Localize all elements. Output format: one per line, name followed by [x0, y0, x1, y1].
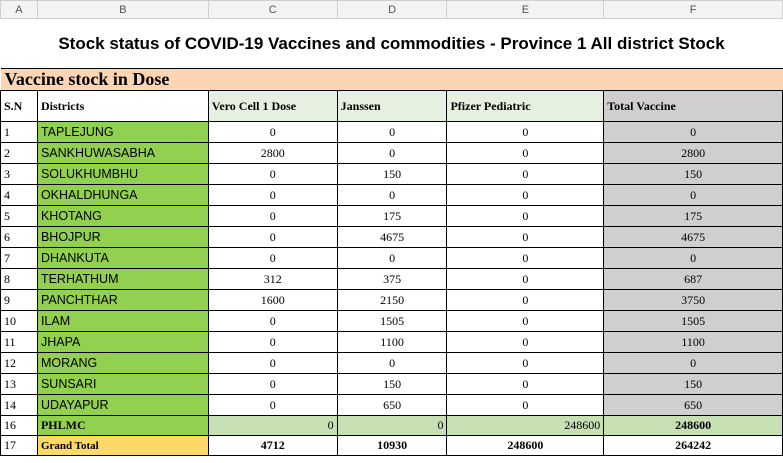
phlmc-row: [1, 416, 783, 436]
cell-pfizer[interactable]: 0: [447, 227, 604, 248]
column-header-row: [1, 1, 783, 19]
cell-total[interactable]: 1100: [604, 332, 783, 353]
table-row: [1, 164, 783, 185]
header-row: [1, 91, 783, 122]
cell-vero[interactable]: 2800: [208, 143, 337, 164]
cell-sn[interactable]: 7: [1, 248, 38, 269]
cell-pfizer[interactable]: 248600: [447, 416, 604, 436]
section-title[interactable]: Vaccine stock in Dose: [1, 69, 783, 91]
cell-sn[interactable]: 8: [1, 269, 38, 290]
cell-pfizer[interactable]: 0: [447, 122, 604, 143]
column-header-c[interactable]: C: [208, 1, 337, 19]
table-row: [1, 353, 783, 374]
cell-janssen[interactable]: 4675: [337, 227, 447, 248]
cell-janssen[interactable]: 10930: [337, 436, 447, 456]
header-vero[interactable]: Vero Cell 1 Dose: [208, 91, 337, 122]
table-row: [1, 122, 783, 143]
cell-total[interactable]: 0: [604, 248, 783, 269]
grand-total-row: [1, 436, 783, 456]
cell-sn[interactable]: 12: [1, 353, 38, 374]
table-row: [1, 290, 783, 311]
column-header-a[interactable]: A: [1, 1, 38, 19]
cell-district[interactable]: DHANKUTA: [37, 248, 208, 269]
cell-total[interactable]: 3750: [604, 290, 783, 311]
column-header-b[interactable]: B: [37, 1, 208, 19]
cell-vero[interactable]: 0: [208, 311, 337, 332]
cell-janssen[interactable]: 375: [337, 269, 447, 290]
cell-janssen[interactable]: 2150: [337, 290, 447, 311]
section-row: [1, 69, 783, 91]
cell-sn[interactable]: 13: [1, 374, 38, 395]
cell-total[interactable]: 650: [604, 395, 783, 416]
cell-janssen[interactable]: 0: [337, 185, 447, 206]
cell-vero[interactable]: 4712: [208, 436, 337, 456]
cell-district[interactable]: Grand Total: [37, 436, 208, 456]
cell-district[interactable]: ILAM: [37, 311, 208, 332]
cell-sn[interactable]: 17: [1, 436, 38, 456]
cell-total[interactable]: 264242: [604, 436, 783, 456]
cell-total[interactable]: 0: [604, 353, 783, 374]
table-row: [1, 311, 783, 332]
header-total[interactable]: Total Vaccine: [604, 91, 783, 122]
cell-vero[interactable]: 0: [208, 122, 337, 143]
cell-janssen[interactable]: 0: [337, 248, 447, 269]
cell-total[interactable]: 4675: [604, 227, 783, 248]
table-row: [1, 248, 783, 269]
cell-district[interactable]: KHOTANG: [37, 206, 208, 227]
cell-janssen[interactable]: 0: [337, 416, 447, 436]
cell-pfizer[interactable]: 0: [447, 164, 604, 185]
header-sn[interactable]: S.N: [1, 91, 38, 122]
table-row: [1, 332, 783, 353]
header-janssen[interactable]: Janssen: [337, 91, 447, 122]
cell-vero[interactable]: 0: [208, 353, 337, 374]
cell-sn[interactable]: 1: [1, 122, 38, 143]
cell-sn[interactable]: 10: [1, 311, 38, 332]
cell-district[interactable]: PANCHTHAR: [37, 290, 208, 311]
cell-sn[interactable]: 6: [1, 227, 38, 248]
cell-janssen[interactable]: 0: [337, 122, 447, 143]
cell-janssen[interactable]: 150: [337, 374, 447, 395]
cell-pfizer[interactable]: 0: [447, 143, 604, 164]
column-header-e[interactable]: E: [447, 1, 604, 19]
cell-janssen[interactable]: 1100: [337, 332, 447, 353]
sheet-title[interactable]: Stock status of COVID-19 Vaccines and commodities - Province 1 All district Stock: [58, 33, 725, 53]
cell-district[interactable]: OKHALDHUNGA: [37, 185, 208, 206]
cell-pfizer[interactable]: 0: [447, 311, 604, 332]
cell-janssen[interactable]: 0: [337, 353, 447, 374]
cell-sn[interactable]: 4: [1, 185, 38, 206]
cell-pfizer[interactable]: 248600: [447, 436, 604, 456]
header-district[interactable]: Districts: [37, 91, 208, 122]
cell-vero[interactable]: 0: [208, 164, 337, 185]
cell-vero[interactable]: 0: [208, 416, 337, 436]
column-header-f[interactable]: F: [604, 1, 783, 19]
cell-sn[interactable]: 14: [1, 395, 38, 416]
cell-total[interactable]: 248600: [604, 416, 783, 436]
cell-janssen[interactable]: 650: [337, 395, 447, 416]
table-row: [1, 185, 783, 206]
cell-sn[interactable]: 9: [1, 290, 38, 311]
cell-total[interactable]: 0: [604, 122, 783, 143]
table-row: [1, 227, 783, 248]
cell-total[interactable]: 175: [604, 206, 783, 227]
cell-pfizer[interactable]: 0: [447, 269, 604, 290]
cell-district[interactable]: BHOJPUR: [37, 227, 208, 248]
cell-district[interactable]: MORANG: [37, 353, 208, 374]
cell-pfizer[interactable]: 0: [447, 185, 604, 206]
cell-pfizer[interactable]: 0: [447, 374, 604, 395]
cell-sn[interactable]: 16: [1, 416, 38, 436]
cell-janssen[interactable]: 1505: [337, 311, 447, 332]
cell-district[interactable]: SUNSARI: [37, 374, 208, 395]
cell-vero[interactable]: 0: [208, 227, 337, 248]
table-row: [1, 374, 783, 395]
header-pfizer[interactable]: Pfizer Pediatric: [447, 91, 604, 122]
cell-pfizer[interactable]: 0: [447, 248, 604, 269]
cell-total[interactable]: 1505: [604, 311, 783, 332]
cell-total[interactable]: 150: [604, 374, 783, 395]
cell-vero[interactable]: 312: [208, 269, 337, 290]
table-row: [1, 143, 783, 164]
cell-pfizer[interactable]: 0: [447, 332, 604, 353]
cell-total[interactable]: 150: [604, 164, 783, 185]
cell-pfizer[interactable]: 0: [447, 353, 604, 374]
cell-janssen[interactable]: 0: [337, 143, 447, 164]
cell-pfizer[interactable]: 0: [447, 290, 604, 311]
cell-district[interactable]: SANKHUWASABHA: [37, 143, 208, 164]
cell-district[interactable]: TAPLEJUNG: [37, 122, 208, 143]
cell-vero[interactable]: 0: [208, 248, 337, 269]
cell-sn[interactable]: 2: [1, 143, 38, 164]
cell-pfizer[interactable]: 0: [447, 395, 604, 416]
cell-vero[interactable]: 0: [208, 206, 337, 227]
cell-vero[interactable]: 0: [208, 395, 337, 416]
cell-janssen[interactable]: 150: [337, 164, 447, 185]
cell-janssen[interactable]: 175: [337, 206, 447, 227]
cell-total[interactable]: 0: [604, 185, 783, 206]
cell-district[interactable]: JHAPA: [37, 332, 208, 353]
cell-vero[interactable]: 1600: [208, 290, 337, 311]
cell-sn[interactable]: 3: [1, 164, 38, 185]
cell-total[interactable]: 2800: [604, 143, 783, 164]
cell-total[interactable]: 687: [604, 269, 783, 290]
table-row: [1, 269, 783, 290]
title-row: [1, 19, 783, 69]
table-row: [1, 206, 783, 227]
cell-district[interactable]: PHLMC: [37, 416, 208, 436]
column-header-d[interactable]: D: [337, 1, 447, 19]
cell-district[interactable]: SOLUKHUMBHU: [37, 164, 208, 185]
cell-vero[interactable]: 0: [208, 185, 337, 206]
cell-district[interactable]: TERHATHUM: [37, 269, 208, 290]
cell-district[interactable]: UDAYAPUR: [37, 395, 208, 416]
table-row: [1, 395, 783, 416]
cell-sn[interactable]: 11: [1, 332, 38, 353]
cell-pfizer[interactable]: 0: [447, 206, 604, 227]
cell-vero[interactable]: 0: [208, 374, 337, 395]
cell-vero[interactable]: 0: [208, 332, 337, 353]
cell-sn[interactable]: 5: [1, 206, 38, 227]
